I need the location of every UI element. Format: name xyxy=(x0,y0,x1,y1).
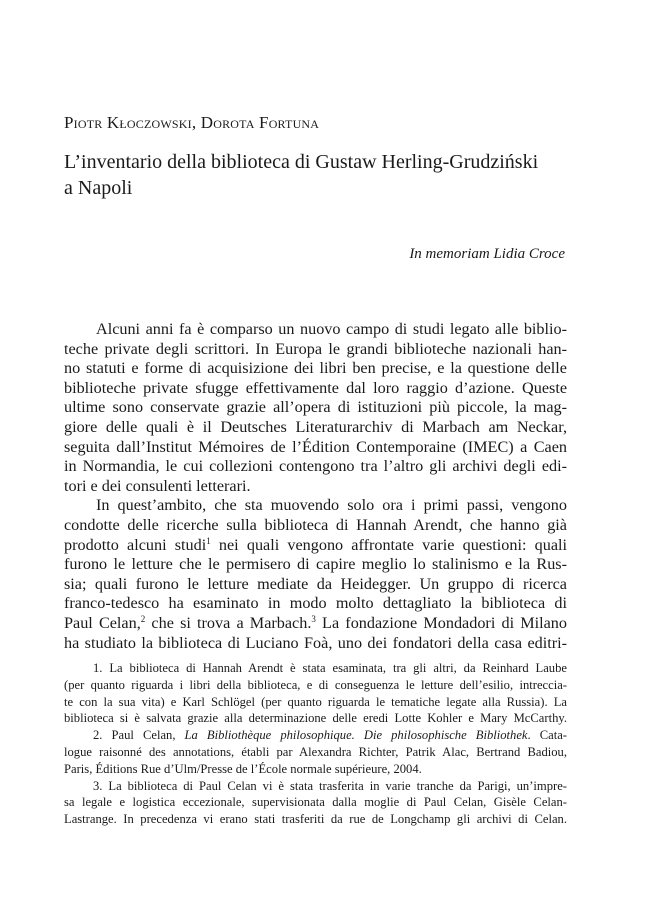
dedication: In memoriam Lidia Croce xyxy=(409,246,565,262)
footnotes xyxy=(64,660,567,828)
footnote-line: Paris, Éditions Rue d’Ulm/Presse de l’École normale supérieure, 2004. xyxy=(64,761,422,776)
footnote-2 xyxy=(64,727,567,777)
footnote-ref-3[interactable]: 3 xyxy=(311,613,316,624)
article-body xyxy=(64,320,567,653)
footnote-line: (per quanto riguarda i libri della biblioteca, e di conseguenza le letture dell’esilio, intreccia- xyxy=(64,677,567,692)
footnote-line: biblioteca si è salvata grazie alla determinazione delle eredi Lotte Kohler e Mary McCarthy. xyxy=(64,711,567,726)
text-line: teche private degli scrittori. In Europa le grandi biblioteche nazionali han- xyxy=(64,339,567,358)
footnote-line: logue raisonné des annotations, établi par Alexandra Richter, Patrik Alac, Bertrand Badiou, xyxy=(64,744,567,759)
title-line: a Napoli xyxy=(64,177,133,199)
title-line: L’inventario della biblioteca di Gustaw Herling-Grudziński xyxy=(64,151,539,173)
article-title xyxy=(64,149,584,201)
text-line: condotte delle ricerche sulla biblioteca di Hannah Arendt, che hanno già xyxy=(64,515,567,534)
text-line: Alcuni anni fa è comparso un nuovo campo di studi legato alle biblio- xyxy=(96,320,567,338)
text-run: . Cata- xyxy=(527,728,567,743)
text-run: Paul Celan, xyxy=(64,613,141,632)
text-run: prodotto alcuni studi xyxy=(64,535,207,554)
footnote-line: 3. La biblioteca di Paul Celan vi è stata trasferita in varie tranche da Parigi, un’impre- xyxy=(93,778,567,793)
text-run: 2. Paul Celan, xyxy=(93,728,185,743)
text-line xyxy=(64,614,567,634)
footnote-line: Lastrange. In precedenza vi erano stati trasferiti da rue de Longchamp gli archivi di Celan. xyxy=(64,812,567,827)
text-line: ha studiato la biblioteca di Luciano Foà, uno dei fondatori della casa editri- xyxy=(64,633,567,652)
footnote-ref-1[interactable]: 1 xyxy=(206,535,211,546)
text-line: ultime sono conservate grazie all’opera di istituzioni più piccole, la mag- xyxy=(64,398,567,417)
text-line: no statuti e forme di acquisizione dei libri ben precise, e la questione delle xyxy=(64,359,567,378)
text-line: seguita dall’Institut Mémoires de l’Édition Contemporaine (IMEC) a Caen xyxy=(64,437,567,456)
footnote-ref-2[interactable]: 2 xyxy=(140,613,146,624)
footnote-1 xyxy=(64,660,567,727)
text-run: nei quali vengono affrontate varie questioni: quali xyxy=(210,535,567,554)
text-run: che si trova a Marbach. xyxy=(145,613,312,632)
footnote-line: te con la sua vita) e Karl Schlögel (per quanto riguarda le tematiche legate alla Russia). La xyxy=(64,694,567,709)
paragraph-2 xyxy=(64,496,567,653)
article-authors: Piotr Kłoczowski, Dorota Fortuna xyxy=(64,113,320,132)
book-title: La Bibliothèque philosophique. Die philosophische Bibliothek xyxy=(184,728,528,743)
text-line: sia; quali furono le letture mediate da Heidegger. Un gruppo di ricerca xyxy=(64,574,567,593)
footnote-line xyxy=(64,727,567,744)
text-line: In quest’ambito, che sta muovendo solo ora i primi passi, vengono xyxy=(96,496,567,515)
paragraph-1 xyxy=(64,320,567,496)
footnote-3 xyxy=(64,778,567,828)
footnote-line: sa legale e logistica eccezionale, supervisionata dalla moglie di Paul Celan, Gisèle Celan- xyxy=(64,795,567,810)
text-line: in Normandia, le cui collezioni contengono tra l’altro gli archivi degli edi- xyxy=(64,457,567,476)
text-run: La fondazione Mondadori di Milano xyxy=(315,613,567,632)
text-line: biblioteche private sfugge effettivamente dal loro raggio d’azione. Queste xyxy=(64,378,567,397)
text-line: tori e dei consulenti letterari. xyxy=(64,476,251,495)
text-line: furono le letture che le permisero di capire meglio lo stalinismo e la Rus- xyxy=(64,555,567,574)
text-line: franco-tedesco ha esaminato in modo molto dettagliato la biblioteca di xyxy=(64,594,567,613)
text-line: giore delle quali è il Deutsches Literaturarchiv di Marbach am Neckar, xyxy=(64,417,567,436)
text-line xyxy=(64,536,567,556)
footnote-line: 1. La biblioteca di Hannah Arendt è stata esaminata, tra gli altri, da Reinhard Laube xyxy=(93,661,567,675)
